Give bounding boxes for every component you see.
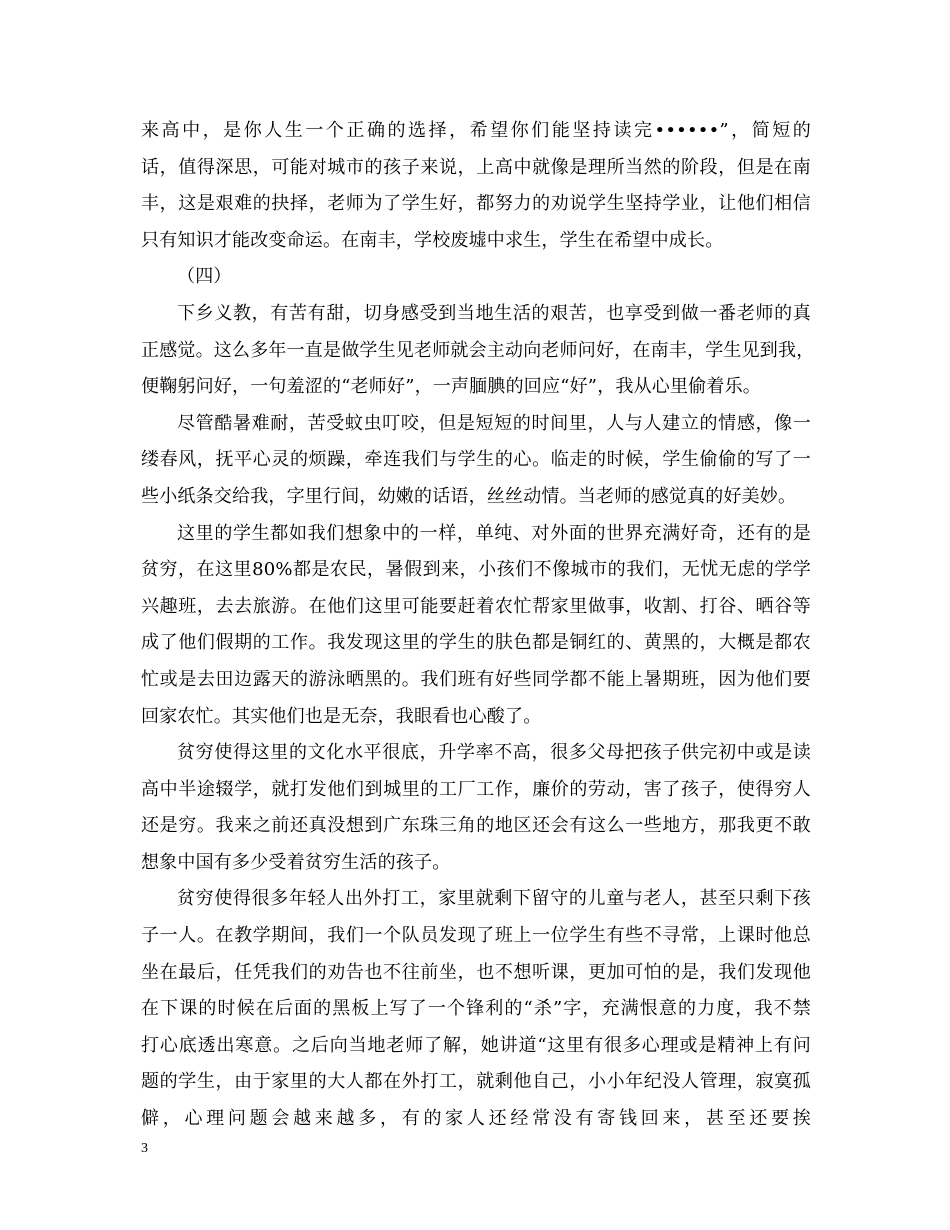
text-line: 打心底透出寒意。之后向当地老师了解，她讲道“这里有很多心理或是精神上有问 (141, 1034, 811, 1056)
text-line: 下乡义教，有苦有甜，切身感受到当地生活的艰苦，也享受到做一番老师的真 (177, 302, 811, 324)
text-line: 想象中国有多少受着贫穷生活的孩子。 (141, 851, 451, 873)
text-line: 丰，这是艰难的抉择，老师为了学生好，都努力的劝说学生坚持学业，让他们相信 (141, 193, 811, 215)
text-line: 坐在最后，任凭我们的劝告也不往前坐，也不想听课，更加可怕的是，我们发现他 (141, 961, 811, 983)
text-line: 高中半途辍学，就打发他们到城里的工厂工作，廉价的劳动，害了孩子，使得穷人 (141, 778, 811, 800)
text-line: 兴趣班，去去旅游。在他们这里可能要赶着农忙帮家里做事，收割、打谷、晒谷等 (141, 595, 811, 617)
text-line: 尽管酷暑难耐，苦受蚊虫叮咬，但是短短的时间里，人与人建立的情感，像一 (177, 412, 811, 434)
text-line: 回家农忙。其实他们也是无奈，我眼看也心酸了。 (141, 705, 542, 727)
text-line: 贫穷使得很多年轻人出外打工，家里就剩下留守的儿童与老人，甚至只剩下孩 (177, 888, 811, 910)
text-line: 成了他们假期的工作。我发现这里的学生的肤色都是铜红的、黄黑的，大概是都农 (141, 632, 811, 654)
text-line: （四） (177, 266, 232, 288)
page-number: 3 (141, 1141, 148, 1156)
text-line: 话，值得深思，可能对城市的孩子来说，上高中就像是理所当然的阶段，但是在南 (141, 156, 811, 178)
text-line: 便鞠躬问好，一句羞涩的“老师好”，一声腼腆的回应“好”，我从心里偷着乐。 (141, 376, 762, 398)
text-line: 子一人。在教学期间，我们一个队员发现了班上一位学生有些不寻常，上课时他总 (141, 925, 811, 947)
text-line: 缕春风，抚平心灵的烦躁，牵连我们与学生的心。临走的时候，学生偷偷的写了一 (141, 449, 811, 471)
body-text (141, 113, 815, 1138)
text-line: 些小纸条交给我，字里行间，幼嫩的话语，丝丝动情。当老师的感觉真的好美妙。 (141, 485, 797, 507)
text-line: 题的学生，由于家里的大人都在外打工，就剩他自己，小小年纪没人管理，寂寞孤 (141, 1071, 811, 1093)
text-line: 这里的学生都如我们想象中的一样，单纯、对外面的世界充满好奇，还有的是 (177, 522, 811, 544)
text-line: 正感觉。这么多年一直是做学生见老师就会主动向老师问好，在南丰，学生见到我， (141, 339, 815, 361)
text-line: 在下课的时候在后面的黑板上写了一个锋利的“杀”字，充满恨意的力度，我不禁 (141, 998, 811, 1020)
text-line: 来高中，是你人生一个正确的选择，希望你们能坚持读完••••••”，简短的 (141, 120, 811, 141)
text-line: 僻，心理问题会越来越多，有的家人还经常没有寄钱回来，甚至还要挨 (141, 1108, 811, 1130)
text-line: 贫穷，在这里80%都是农民，暑假到来，小孩们不像城市的我们，无忧无虑的学学 (141, 559, 811, 581)
text-line: 还是穷。我来之前还真没想到广东珠三角的地区还会有这么一些地方，那我更不敢 (141, 815, 811, 837)
text-line: 贫穷使得这里的文化水平很底，升学率不高，很多父母把孩子供完初中或是读 (177, 742, 811, 764)
text-line: 忙或是去田边露天的游泳晒黑的。我们班有好些同学都不能上暑期班，因为他们要 (141, 668, 811, 690)
text-line: 只有知识才能改变命运。在南丰，学校废墟中求生，学生在希望中成长。 (141, 229, 724, 251)
